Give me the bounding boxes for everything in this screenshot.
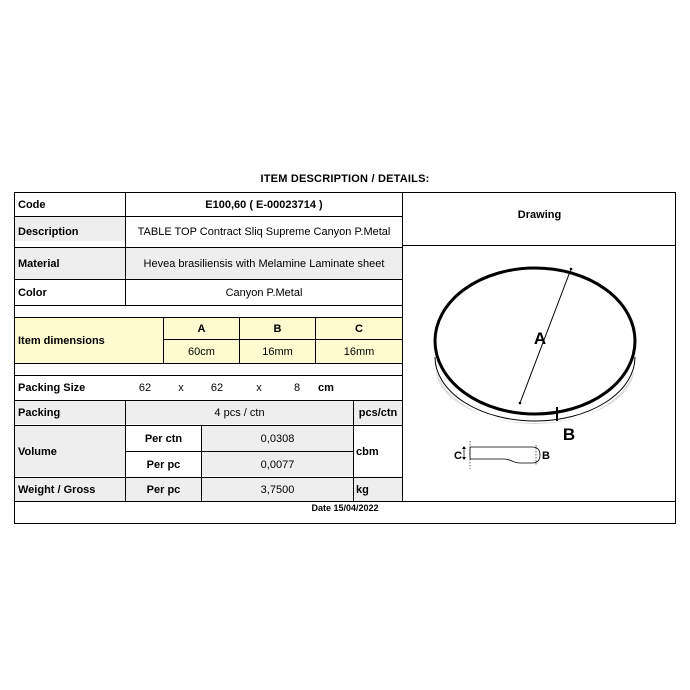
packing-size-length: 62 xyxy=(138,382,152,394)
dimension-a-value: 60cm xyxy=(188,345,215,358)
packing-label: Packing xyxy=(18,407,61,419)
packing-size-label: Packing Size xyxy=(18,382,86,394)
weight-label: Weight / Gross xyxy=(18,483,96,496)
dimension-b-header: B xyxy=(273,322,282,335)
code-value: E100,60 ( E-00023714 ) xyxy=(205,198,323,211)
color-label: Color xyxy=(18,286,47,299)
dimension-c-header: C xyxy=(355,322,363,335)
weight-per-pc-label: Per pc xyxy=(146,483,181,496)
dimension-c-value: 16mm xyxy=(343,345,375,358)
document-date: Date 15/04/2022 xyxy=(311,503,379,513)
packing-size-height: 8 xyxy=(293,382,301,394)
dimension-a-header: A xyxy=(197,322,206,335)
color-value: Canyon P.Metal xyxy=(225,286,303,299)
weight-unit: kg xyxy=(356,483,369,496)
material-label: Material xyxy=(18,257,60,270)
dimension-a-label: A xyxy=(533,329,547,348)
packing-unit: pcs/ctn xyxy=(358,407,398,419)
profile-c-label: C xyxy=(454,450,462,462)
weight-value: 3,7500 xyxy=(260,483,295,496)
description-value: TABLE TOP Contract Sliq Supreme Canyon P.Metal xyxy=(137,226,391,238)
code-label: Code xyxy=(18,198,46,211)
volume-per-ctn-label: Per ctn xyxy=(144,432,183,445)
packing-size-times-2: x xyxy=(256,382,262,394)
volume-per-pc-value: 0,0077 xyxy=(260,458,295,471)
edge-profile-icon xyxy=(454,441,550,469)
volume-label: Volume xyxy=(18,445,57,458)
packing-size-width: 62 xyxy=(210,382,224,394)
packing-value: 4 pcs / ctn xyxy=(214,407,265,419)
table-top-drawing xyxy=(402,245,675,500)
profile-b-label: B xyxy=(542,450,550,462)
packing-size-times-1: x xyxy=(178,382,184,394)
dimension-b-label: B xyxy=(562,425,576,444)
dimension-b-value: 16mm xyxy=(262,345,293,358)
drawing-title: Drawing xyxy=(517,209,562,221)
item-details-sheet xyxy=(14,192,676,524)
description-label: Description xyxy=(18,226,79,238)
packing-size-unit: cm xyxy=(318,382,334,394)
material-value: Hevea brasiliensis with Melamine Laminate sheet xyxy=(143,257,385,270)
volume-unit: cbm xyxy=(356,445,379,458)
dimensions-label: Item dimensions xyxy=(18,334,105,347)
volume-per-pc-label: Per pc xyxy=(146,458,181,471)
page-title: ITEM DESCRIPTION / DETAILS: xyxy=(260,173,430,185)
volume-per-ctn-value: 0,0308 xyxy=(260,432,295,445)
